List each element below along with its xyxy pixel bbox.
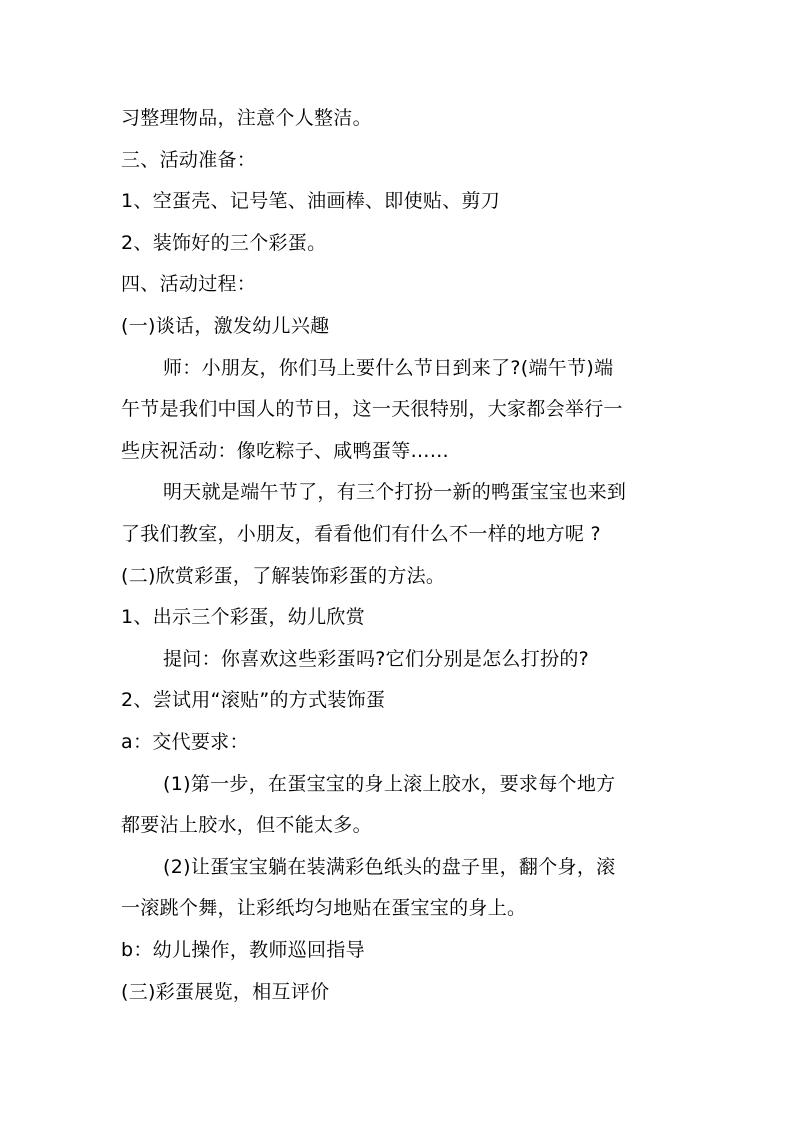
- paragraph-line: 明天就是端午节了，有三个打扮一新的鸭蛋宝宝也来到: [163, 481, 627, 503]
- paragraph-line: 了我们教室，小朋友，看看他们有什么不一样的地方呢 ?: [121, 523, 601, 545]
- list-item: 2、装饰好的三个彩蛋。: [121, 232, 327, 254]
- subsection-heading: (一)谈话，激发幼儿兴趣: [121, 315, 330, 337]
- subsection-heading: (二)欣赏彩蛋，了解装饰彩蛋的方法。: [121, 565, 446, 587]
- list-item: 1、出示三个彩蛋，幼儿欣赏: [121, 606, 365, 628]
- section-heading: 四、活动过程：: [121, 273, 257, 295]
- paragraph-line: 师：小朋友，你们马上要什么节日到来了?(端午节)端: [163, 357, 614, 379]
- list-item: 2、尝试用“滚贴”的方式装饰蛋: [121, 689, 386, 711]
- list-item: 1、空蛋壳、记号笔、油画棒、即使贴、剪刀: [121, 190, 501, 212]
- section-heading: 三、活动准备：: [121, 149, 257, 171]
- paragraph-line: 午节是我们中国人的节日，这一天很特别，大家都会举行一: [121, 398, 623, 420]
- text-line: 习整理物品，注意个人整洁。: [121, 107, 372, 129]
- paragraph-line: (2)让蛋宝宝躺在装满彩色纸头的盘子里，翻个身，滚: [163, 856, 616, 878]
- paragraph-line: 都要沾上胶水，但不能太多。: [121, 814, 372, 836]
- list-item: b：幼儿操作，教师巡回指导: [121, 939, 365, 961]
- paragraph-line: 些庆祝活动：像吃粽子、咸鸭蛋等……: [121, 440, 450, 462]
- list-item: a：交代要求：: [121, 731, 249, 753]
- paragraph-line: (1)第一步，在蛋宝宝的身上滚上胶水，要求每个地方: [163, 773, 616, 795]
- paragraph-line: 提问：你喜欢这些彩蛋吗?它们分别是怎么打扮的?: [163, 648, 590, 670]
- paragraph-line: 一滚跳个舞，让彩纸均匀地贴在蛋宝宝的身上。: [121, 897, 527, 919]
- subsection-heading: (三)彩蛋展览，相互评价: [121, 981, 330, 1003]
